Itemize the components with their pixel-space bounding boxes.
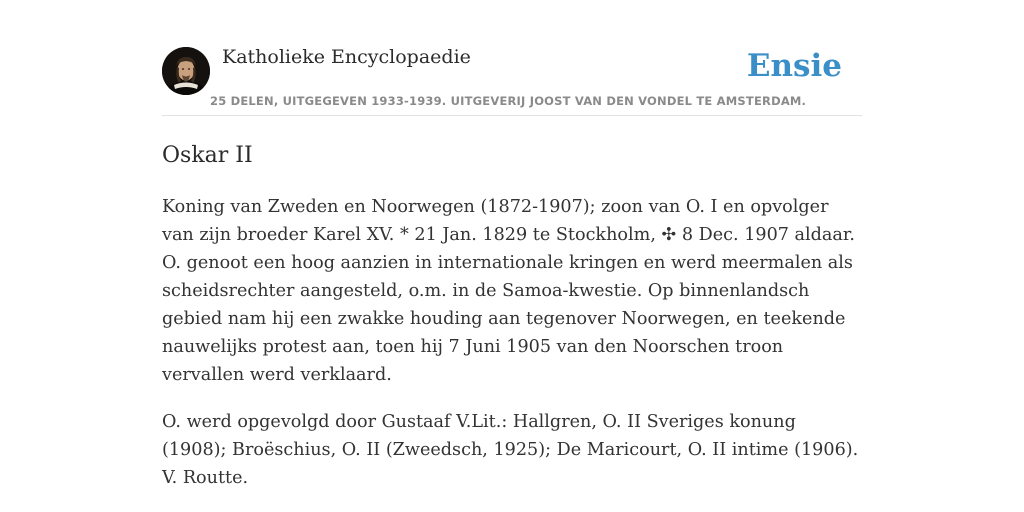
article-page bbox=[162, 44, 862, 492]
article-title: Oskar II bbox=[162, 143, 253, 168]
portrait-icon bbox=[162, 47, 210, 95]
avatar[interactable] bbox=[162, 47, 210, 95]
article-paragraph: Koning van Zweden en Noorwegen (1872-1907); zoon van O. I en opvolger van zijn broeder Karel XV. * 21 Jan. 1829 te Stockholm, ✣ 8 Dec. 1907 aldaar. O. genoot een hoog aanzien in internationale kringen en werd meermalen als scheidsrechter aangesteld, o.m. in de Samoa-kwestie. Op binnenlandsch gebied nam hij een zwakke houding aan tegenover Noorwegen, en teekende nauwelijks protest aan, toen hij 7 Juni 1905 van den Noorschen troon vervallen werd verklaard. bbox=[162, 197, 855, 385]
source-subtitle: 25 DELEN, UITGEGEVEN 1933-1939. UITGEVERIJ JOOST VAN DEN VONDEL TE AMSTERDAM. bbox=[210, 94, 807, 108]
brand-logo[interactable]: Ensie bbox=[746, 48, 842, 84]
article-paragraph: O. werd opgevolgd door Gustaaf V.Lit.: Hallgren, O. II Sveriges konung (1908); Broëschius, O. II (Zweedsch, 1925); De Maricourt, O. II intime (1906). V. Routte. bbox=[162, 412, 859, 488]
source-title[interactable]: Katholieke Encyclopaedie bbox=[222, 46, 471, 68]
header bbox=[162, 44, 862, 116]
